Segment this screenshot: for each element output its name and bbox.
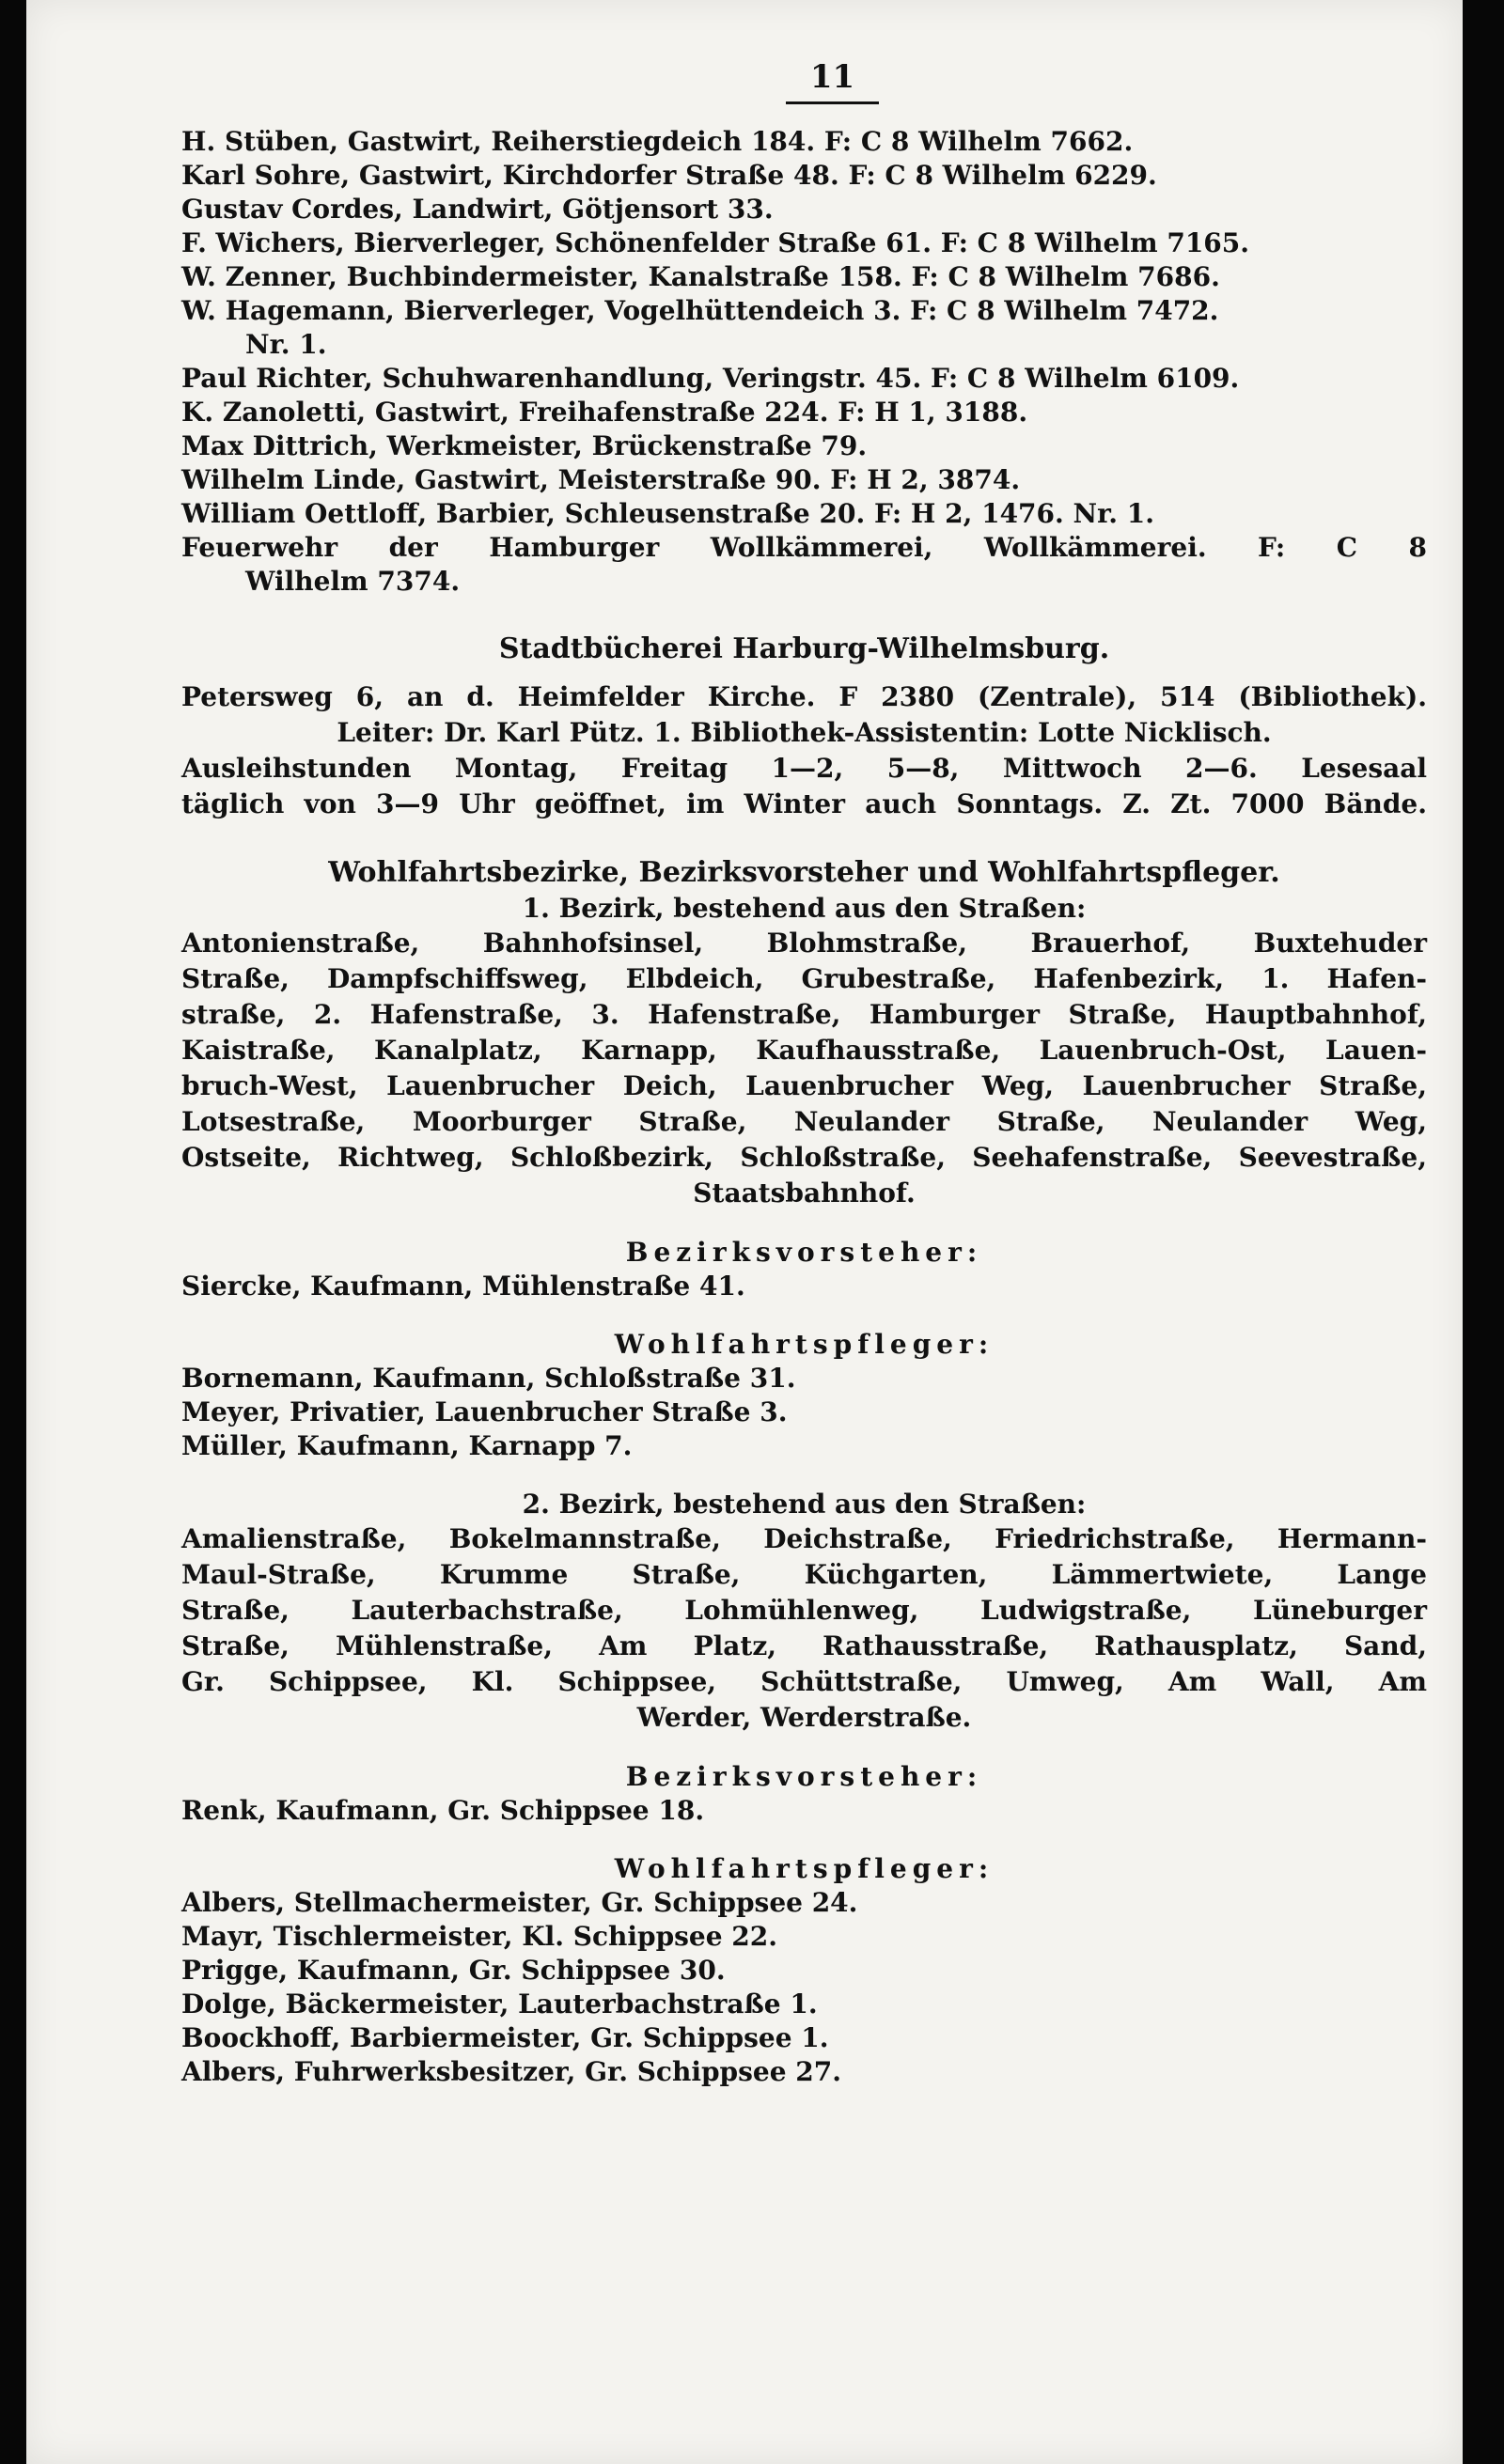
page-number-wrap bbox=[238, 58, 1427, 104]
street-line: Straße, Dampfschiffsweg, Elbdeich, Grubestraße, Hafenbezirk, 1. Hafen- bbox=[181, 963, 1427, 994]
street-line: Kaistraße, Kanalplatz, Karnapp, Kaufhausstraße, Lauenbruch-Ost, Lauen- bbox=[181, 1035, 1427, 1066]
entry-line: Max Dittrich, Werkmeister, Brückenstraße 79. bbox=[181, 430, 868, 461]
entry-line: Paul Richter, Schuhwarenhandlung, Veringstr. 45. F: C 8 Wilhelm 6109. bbox=[181, 363, 1240, 394]
street-line: Werder, Werderstraße. bbox=[636, 1702, 972, 1733]
street-line: Straße, Mühlenstraße, Am Platz, Rathausstraße, Rathausplatz, Sand, bbox=[181, 1630, 1427, 1661]
street-line: Maul-Straße, Krumme Straße, Küchgarten, Lämmertwiete, Lange bbox=[181, 1559, 1427, 1590]
entry-line-continuation: Nr. 1. bbox=[245, 329, 327, 360]
street-line: Amalienstraße, Bokelmannstraße, Deichstraße, Friedrichstraße, Hermann- bbox=[181, 1523, 1427, 1554]
entry-line: W. Zenner, Buchbindermeister, Kanalstraße 158. F: C 8 Wilhelm 7686. bbox=[181, 261, 1220, 292]
street-line: Ostseite, Richtweg, Schloßbezirk, Schloßstraße, Seehafenstraße, Seevestraße, bbox=[181, 1142, 1427, 1173]
document-page bbox=[26, 0, 1463, 2464]
top-entries bbox=[181, 125, 1427, 599]
district-2-pfleger: Boockhoff, Barbiermeister, Gr. Schippsee 1. bbox=[181, 2022, 829, 2053]
district-1-pfleger: Müller, Kaufmann, Karnapp 7. bbox=[181, 1430, 633, 1461]
entry-line: Wilhelm Linde, Gastwirt, Meisterstraße 90. F: H 2, 3874. bbox=[181, 464, 1021, 495]
entry-line: F. Wichers, Bierverleger, Schönenfelder Straße 61. F: C 8 Wilhelm 7165. bbox=[181, 227, 1250, 258]
entry-line: Gustav Cordes, Landwirt, Götjensort 33. bbox=[181, 194, 774, 225]
district-1-streets bbox=[181, 926, 1427, 1211]
district-1-pfleger: Bornemann, Kaufmann, Schloßstraße 31. bbox=[181, 1363, 796, 1394]
library-line: täglich von 3—9 Uhr geöffnet, im Winter auch Sonntags. Z. Zt. 7000 Bände. bbox=[181, 788, 1427, 819]
page-content bbox=[181, 58, 1427, 2089]
entry-line: Feuerwehr der Hamburger Wollkämmerei, Wollkämmerei. F: C 8 bbox=[181, 532, 1427, 563]
district-2-pfleger-heading: Wohlfahrtspfleger: bbox=[614, 1853, 995, 1884]
district-1-pfleger: Meyer, Privatier, Lauenbrucher Straße 3. bbox=[181, 1396, 788, 1427]
district-2-pfleger: Albers, Stellmachermeister, Gr. Schippsee 24. bbox=[181, 1887, 858, 1918]
welfare-heading: Wohlfahrtsbezirke, Bezirksvorsteher und Wohlfahrtspfleger. bbox=[328, 856, 1280, 889]
district-2-pfleger: Mayr, Tischlermeister, Kl. Schippsee 22. bbox=[181, 1921, 778, 1952]
entry-line-continuation: Wilhelm 7374. bbox=[245, 566, 461, 597]
district-2-title: 2. Bezirk, bestehend aus den Straßen: bbox=[522, 1489, 1087, 1520]
street-line: straße, 2. Hafenstraße, 3. Hafenstraße, Hamburger Straße, Hauptbahnhof, bbox=[181, 999, 1427, 1030]
district-2-vorsteher: Renk, Kaufmann, Gr. Schippsee 18. bbox=[181, 1795, 705, 1826]
district-2-streets bbox=[181, 1521, 1427, 1736]
entry-line: William Oettloff, Barbier, Schleusenstraße 20. F: H 2, 1476. Nr. 1. bbox=[181, 498, 1155, 529]
district-2-vorsteher-heading: Bezirksvorsteher: bbox=[625, 1761, 983, 1792]
library-heading: Stadtbücherei Harburg-Wilhelmsburg. bbox=[498, 632, 1110, 665]
street-line: Lotsestraße, Moorburger Straße, Neulander Straße, Neulander Weg, bbox=[181, 1106, 1427, 1137]
street-line: bruch-West, Lauenbrucher Deich, Lauenbrucher Weg, Lauenbrucher Straße, bbox=[181, 1070, 1427, 1101]
district-2-pfleger: Prigge, Kaufmann, Gr. Schippsee 30. bbox=[181, 1955, 726, 1986]
street-line: Gr. Schippsee, Kl. Schippsee, Schüttstraße, Umweg, Am Wall, Am bbox=[181, 1666, 1427, 1697]
district-2-pfleger: Albers, Fuhrwerksbesitzer, Gr. Schippsee 27. bbox=[181, 2056, 841, 2087]
street-line: Straße, Lauterbachstraße, Lohmühlenweg, Ludwigstraße, Lüneburger bbox=[181, 1595, 1427, 1626]
library-info bbox=[181, 679, 1427, 822]
entry-line: W. Hagemann, Bierverleger, Vogelhüttendeich 3. F: C 8 Wilhelm 7472. bbox=[181, 295, 1219, 326]
district-1-vorsteher-heading: Bezirksvorsteher: bbox=[625, 1237, 983, 1268]
entry-line: Karl Sohre, Gastwirt, Kirchdorfer Straße 48. F: C 8 Wilhelm 6229. bbox=[181, 160, 1157, 191]
district-2-pfleger: Dolge, Bäckermeister, Lauterbachstraße 1. bbox=[181, 1988, 818, 2020]
district-1-pfleger-heading: Wohlfahrtspfleger: bbox=[614, 1329, 995, 1360]
entry-line: H. Stüben, Gastwirt, Reiherstiegdeich 184. F: C 8 Wilhelm 7662. bbox=[181, 126, 1134, 157]
library-line: Petersweg 6, an d. Heimfelder Kirche. F 2380 (Zentrale), 514 (Bibliothek). bbox=[181, 681, 1427, 712]
entry-line: K. Zanoletti, Gastwirt, Freihafenstraße 224. F: H 1, 3188. bbox=[181, 397, 1028, 428]
page-number: 11 bbox=[786, 58, 879, 104]
library-line: Leiter: Dr. Karl Pütz. 1. Bibliothek-Assistentin: Lotte Nicklisch. bbox=[337, 717, 1272, 748]
district-1-vorsteher: Siercke, Kaufmann, Mühlenstraße 41. bbox=[181, 1271, 745, 1302]
library-line: Ausleihstunden Montag, Freitag 1—2, 5—8, Mittwoch 2—6. Lesesaal bbox=[181, 753, 1427, 784]
street-line: Staatsbahnhof. bbox=[693, 1177, 916, 1209]
district-1-title: 1. Bezirk, bestehend aus den Straßen: bbox=[522, 893, 1087, 924]
street-line: Antonienstraße, Bahnhofsinsel, Blohmstraße, Brauerhof, Buxtehuder bbox=[181, 928, 1427, 959]
